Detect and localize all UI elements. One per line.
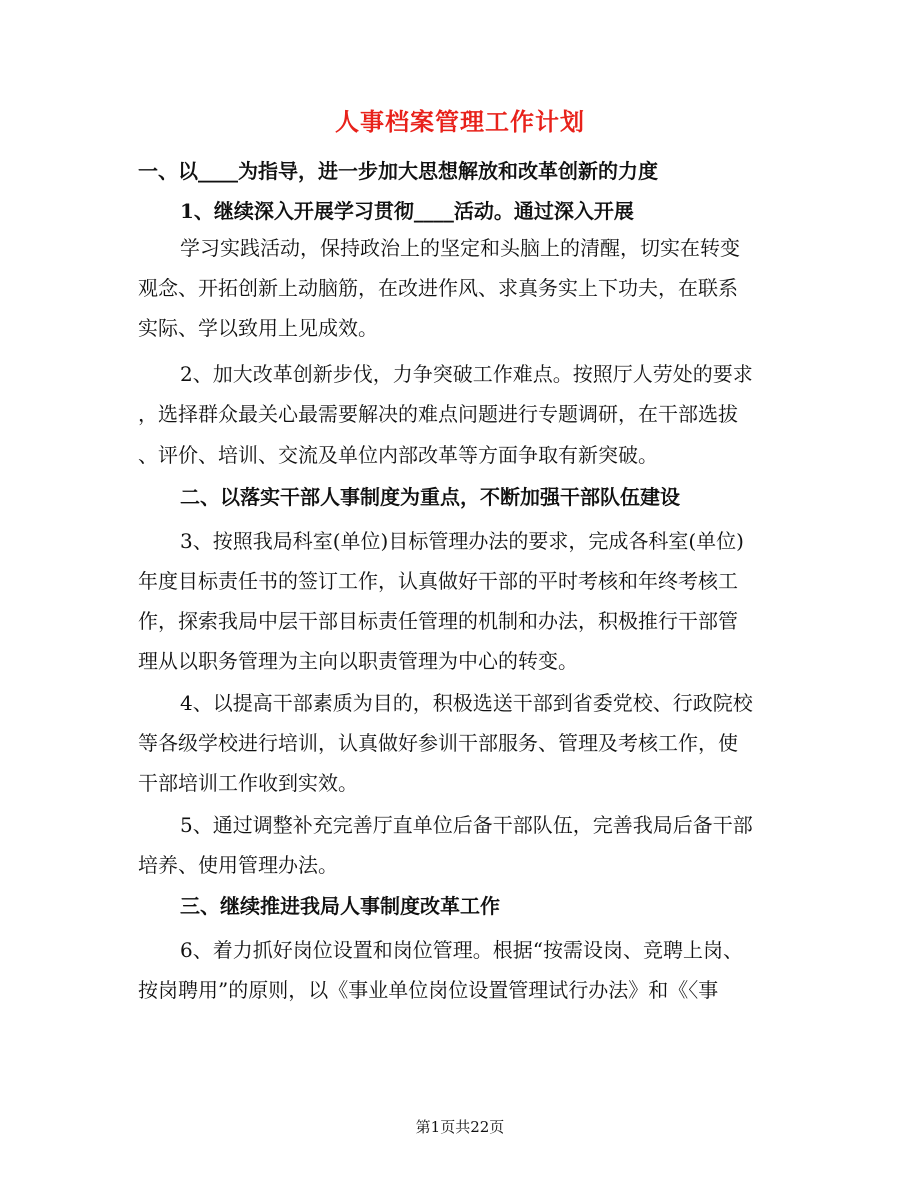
section-heading-3: 三、继续推进我局人事制度改革工作 <box>180 894 500 918</box>
paragraph-line: 年度目标责任书的签订工作，认真做好干部的平时考核和年终考核工 <box>138 569 738 593</box>
paragraph-line: 5、通过调整补充完善厅直单位后备干部队伍，完善我局后备干部 <box>180 813 753 837</box>
document-title: 人事档案管理工作计划 <box>335 107 585 136</box>
paragraph-line: 等各级学校进行培训，认真做好参训干部服务、管理及考核工作，使 <box>138 731 738 755</box>
paragraph-line: ，选择群众最关心最需要解决的难点问题进行专题调研，在干部选拔 <box>138 402 738 426</box>
paragraph-line: 、评价、培训、交流及单位内部改革等方面争取有新突破。 <box>138 443 658 467</box>
paragraph-line: 作，探索我局中层干部目标责任管理的机制和办法，积极推行干部管 <box>138 609 738 633</box>
paragraph-line: 按岗聘用”的原则，以《事业单位岗位设置管理试行办法》和《〈事 <box>138 978 719 1002</box>
paragraph-line: 4、以提高干部素质为目的，积极选送干部到省委党校、行政院校 <box>180 691 753 715</box>
paragraph-line: 观念、开拓创新上动脑筋，在改进作风、求真务实上下功夫，在联系 <box>138 276 738 300</box>
item-heading-1: 1、继续深入开展学习贯彻____活动。通过深入开展 <box>180 199 634 223</box>
paragraph-line: 培养、使用管理办法。 <box>138 853 338 877</box>
paragraph-line: 干部培训工作收到实效。 <box>138 771 358 795</box>
section-heading-1: 一、以____为指导，进一步加大思想解放和改革创新的力度 <box>138 159 658 183</box>
item-heading-2: 2、加大改革创新步伐，力争突破工作难点。按照厅人劳处的要求 <box>180 362 753 386</box>
page-number-footer: 第1页共22页 <box>415 1118 505 1136</box>
paragraph-line: 学习实践活动，保持政治上的坚定和头脑上的清醒，切实在转变 <box>180 236 740 260</box>
paragraph-line: 6、着力抓好岗位设置和岗位管理。根据“按需设岗、竞聘上岗、 <box>180 938 743 962</box>
paragraph-line: 实际、学以致用上见成效。 <box>138 316 378 340</box>
section-heading-2: 二、以落实干部人事制度为重点，不断加强干部队伍建设 <box>180 485 680 509</box>
paragraph-line: 理从以职务管理为主向以职责管理为中心的转变。 <box>138 649 578 673</box>
paragraph-line: 3、按照我局科室(单位)目标管理办法的要求，完成各科室(单位) <box>180 529 744 553</box>
